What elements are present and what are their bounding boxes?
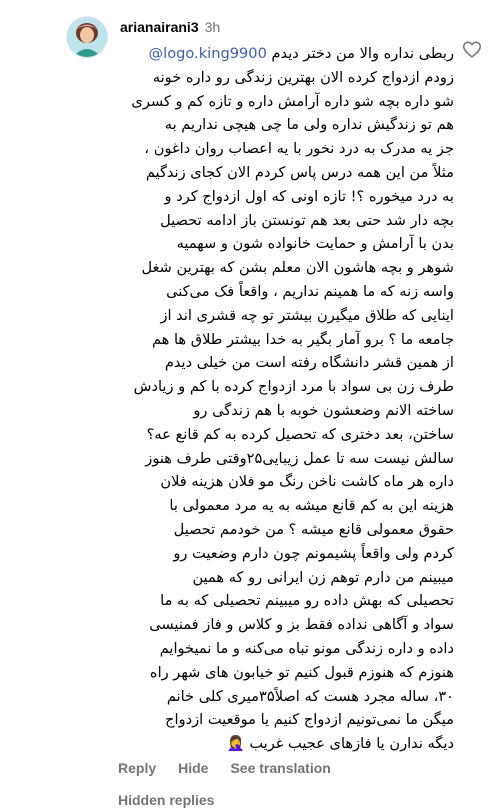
hidden-replies-link[interactable]: Hidden replies	[118, 792, 215, 808]
comment-line: تحصیلی که بهش داده رو میبینم تحصیلی که به ما	[160, 592, 454, 610]
hide-button[interactable]: Hide	[178, 760, 209, 776]
comment-line: سالش نیست سه تا عمل زیبایی۲۵وقتی طرف هنوز	[145, 449, 454, 467]
comment-line: سواد و آگاهی نداده فقط بز و کلاس و فاز فمنیسی	[149, 616, 454, 634]
comment-line: واسه زنه که ما همینم نداریم ، واقعاً فک می‌کنی	[166, 282, 454, 300]
comment-line: جامعه ما ؟ برو آمار بگیر به خدا بیشتر طلاق ها هم	[151, 330, 454, 348]
comment-line: زودم ازدواج کرده الان بهترین زندگی رو داره خونه	[152, 68, 454, 86]
reply-button[interactable]: Reply	[118, 760, 157, 776]
comment-line: اینایی که طلاق میگیرن بیشتر تو چه قشری اند از	[160, 306, 454, 324]
comment-line: دیگه ندارن یا فازهای عجیب غریب 🤦‍♀️	[226, 735, 454, 753]
comment-line: ساختن، بعد دختری که تحصیل کرده به کم قانع عه؟	[146, 425, 454, 443]
comment-line: میگن ما نمی‌تونیم ازدواج کنیم یا موقعیت ازدواج	[165, 711, 454, 729]
username[interactable]: arianairani3	[120, 19, 199, 35]
comment-line: کردم ولی واقعاً پشیمونم چون دارم وضعیت رو	[173, 544, 454, 562]
comment-line: بچه دار شد حتی بعد هم تونستن باز ادامه تحصیل	[160, 211, 454, 229]
see-translation-button[interactable]: See translation	[230, 760, 331, 776]
avatar[interactable]	[67, 17, 107, 57]
comment-actions	[118, 760, 331, 776]
comment-text	[112, 42, 454, 756]
comment-line: جز یه مدرک به درد نخور با یه اعصاب روان داغون ،	[144, 140, 454, 158]
comment-line: شو داره بچه شو داره آرامش داره و تازه کم و کسری	[131, 92, 454, 110]
comment-line: بدن با آرامش و حمایت خانواده شون و سهمیه	[176, 235, 454, 253]
comment-line: هم تو زندگیش نداره ولی ما چی هیچی نداریم به	[164, 116, 454, 134]
comment-first-line	[112, 42, 454, 66]
comment-line: هزینه این به کم قانع میشه به یه مرد معمولی با	[169, 497, 454, 515]
comment-line: از همین قشر دانشگاه رفته است من خیلی دیدم	[164, 354, 454, 372]
first-line-text: ربطی نداره والا من دختر دیدم	[271, 45, 454, 62]
comment-line: طرف زن بی سواد با مرد ازدواج کرده با کم و زیادش	[133, 378, 454, 396]
comment-line: میبینم من دارم توهم زن ایرانی رو که همین	[192, 568, 454, 586]
comment-line: داره هر ماه کاشت ناخن رنگ مو فلان هزینه فلان	[160, 473, 454, 491]
comment-line: حقوق معمولی قانع میشه ؟ من خودمم تحصیل	[173, 520, 454, 538]
comment-line: ۳۰، ساله مجرد هست که اصلاً۳۵میری کلی خانم	[166, 687, 454, 705]
comment-line: مثلاً من این همه درس پاس کردم الان کجای زندگیم	[145, 163, 454, 181]
mention-link[interactable]: @logo.king9900	[148, 45, 267, 62]
comment-line: به درد میخوره ؟! تازه اونی که اول ازدواج کرد و	[164, 187, 454, 205]
comment-line: داده و داره زندگی مونو تباه می‌کنه و ما نمیخوایم	[159, 639, 454, 657]
comment-line: هنوزم که هنوزم قبول کنیم تو خیابون های شهر راه	[149, 663, 454, 681]
comment-line: ساخته الانم وضعشون خوبه با هم زندگی رو	[193, 401, 454, 419]
timestamp: 3h	[204, 19, 221, 35]
heart-outline-icon[interactable]	[461, 38, 483, 60]
comment-line: شوهر و بچه هاشون الان معلم بشن که بهترین شغل	[141, 259, 454, 277]
